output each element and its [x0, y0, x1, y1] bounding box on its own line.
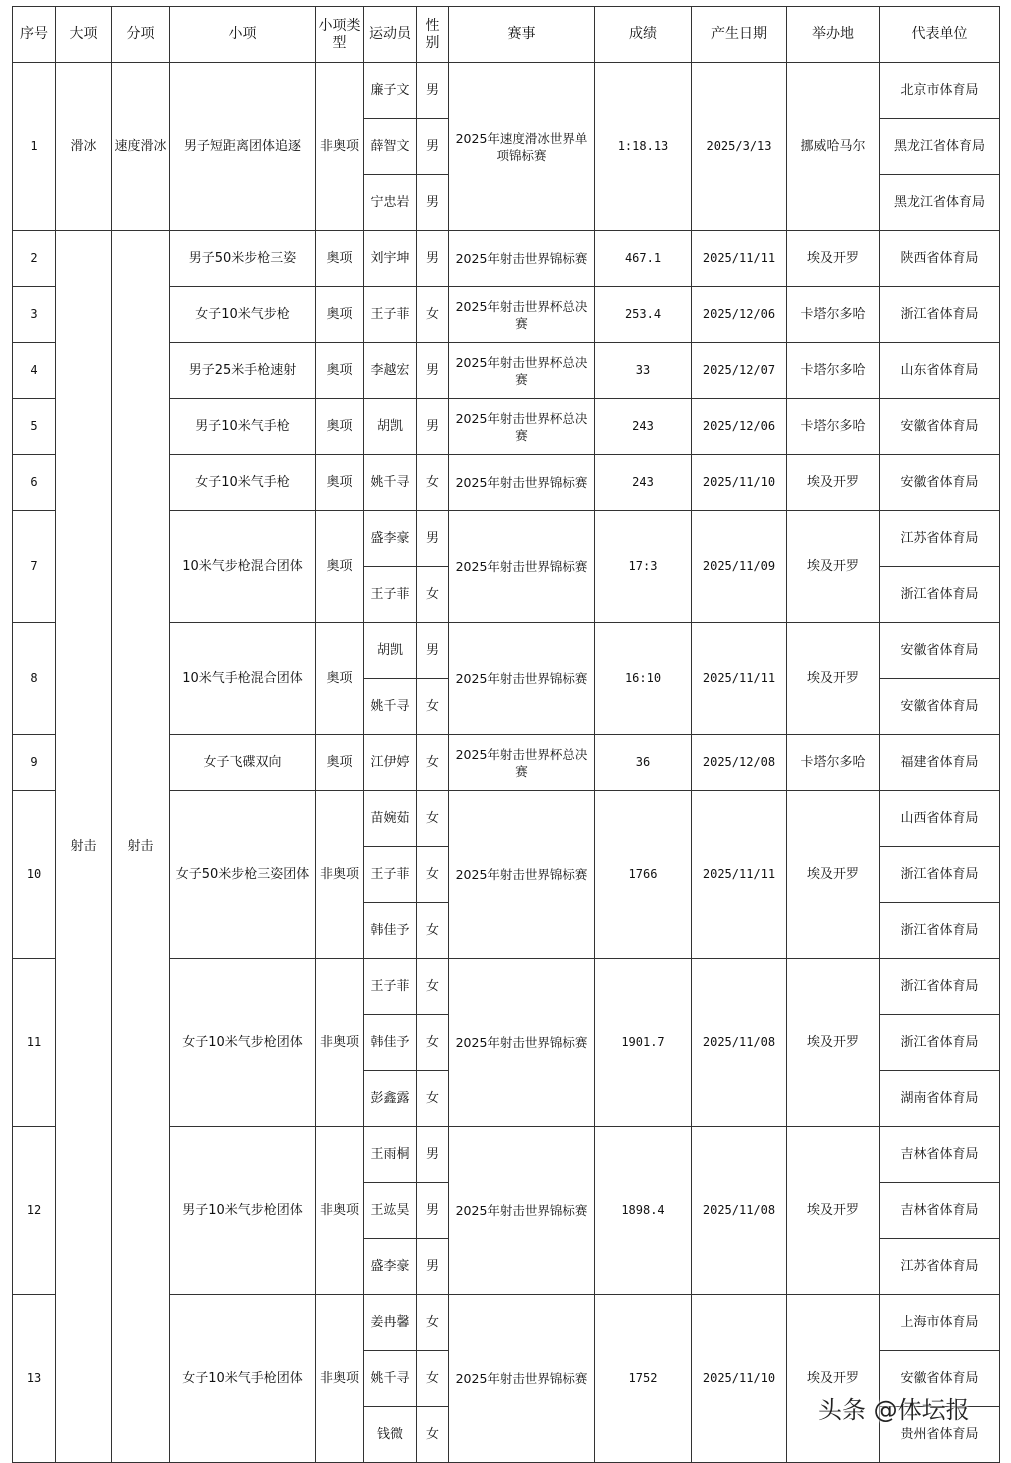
cell-athlete: 彭鑫露	[364, 1071, 417, 1127]
cell-result: 243	[595, 399, 692, 455]
cell-no: 8	[13, 623, 56, 735]
cell-no: 10	[13, 791, 56, 959]
cell-gender: 女	[417, 959, 449, 1015]
cell-competition: 2025年速度滑冰世界单项锦标赛	[449, 63, 595, 231]
cell-gender: 女	[417, 287, 449, 343]
header-venue: 举办地	[787, 7, 880, 63]
cell-unit: 陕西省体育局	[880, 231, 1000, 287]
cell-date: 2025/12/07	[692, 343, 787, 399]
cell-result: 1752	[595, 1295, 692, 1463]
cell-major: 滑冰	[56, 63, 112, 231]
cell-athlete: 江伊婷	[364, 735, 417, 791]
cell-gender: 女	[417, 679, 449, 735]
cell-venue: 挪威哈马尔	[787, 63, 880, 231]
cell-result: 467.1	[595, 231, 692, 287]
cell-gender: 男	[417, 63, 449, 119]
cell-event: 女子10米气手枪团体	[170, 1295, 316, 1463]
cell-result: 1:18.13	[595, 63, 692, 231]
cell-date: 2025/12/06	[692, 399, 787, 455]
cell-competition: 2025年射击世界锦标赛	[449, 231, 595, 287]
header-date: 产生日期	[692, 7, 787, 63]
cell-type: 奥项	[316, 343, 364, 399]
cell-unit: 山东省体育局	[880, 343, 1000, 399]
cell-event: 女子10米气步枪团体	[170, 959, 316, 1127]
header-event: 小项	[170, 7, 316, 63]
cell-type: 非奥项	[316, 1127, 364, 1295]
cell-competition: 2025年射击世界锦标赛	[449, 791, 595, 959]
cell-unit: 浙江省体育局	[880, 959, 1000, 1015]
cell-result: 243	[595, 455, 692, 511]
cell-event: 男子50米步枪三姿	[170, 231, 316, 287]
cell-result: 1901.7	[595, 959, 692, 1127]
cell-unit: 安徽省体育局	[880, 399, 1000, 455]
header-sub: 分项	[112, 7, 170, 63]
cell-date: 2025/11/08	[692, 1127, 787, 1295]
cell-venue: 卡塔尔多哈	[787, 343, 880, 399]
cell-date: 2025/11/09	[692, 511, 787, 623]
cell-venue: 埃及开罗	[787, 791, 880, 959]
cell-gender: 男	[417, 1127, 449, 1183]
cell-athlete: 李越宏	[364, 343, 417, 399]
cell-unit: 安徽省体育局	[880, 455, 1000, 511]
cell-competition: 2025年射击世界锦标赛	[449, 511, 595, 623]
cell-date: 2025/11/10	[692, 1295, 787, 1463]
cell-event: 10米气手枪混合团体	[170, 623, 316, 735]
cell-unit: 福建省体育局	[880, 735, 1000, 791]
cell-result: 253.4	[595, 287, 692, 343]
cell-athlete: 姚千寻	[364, 455, 417, 511]
cell-no: 5	[13, 399, 56, 455]
cell-athlete: 宁忠岩	[364, 175, 417, 231]
cell-gender: 女	[417, 1015, 449, 1071]
cell-venue: 埃及开罗	[787, 623, 880, 735]
cell-athlete: 姚千寻	[364, 679, 417, 735]
cell-athlete: 胡凯	[364, 399, 417, 455]
cell-sub: 射击	[112, 231, 170, 1463]
cell-athlete: 王子菲	[364, 847, 417, 903]
cell-athlete: 盛李豪	[364, 511, 417, 567]
cell-venue: 埃及开罗	[787, 1295, 880, 1463]
cell-type: 奥项	[316, 287, 364, 343]
cell-gender: 男	[417, 119, 449, 175]
cell-gender: 女	[417, 791, 449, 847]
cell-result: 17:3	[595, 511, 692, 623]
cell-type: 非奥项	[316, 959, 364, 1127]
cell-date: 2025/3/13	[692, 63, 787, 231]
watermark: 头条 @体坛报	[818, 1396, 970, 1424]
cell-gender: 女	[417, 1295, 449, 1351]
cell-no: 9	[13, 735, 56, 791]
cell-type: 非奥项	[316, 791, 364, 959]
cell-gender: 男	[417, 511, 449, 567]
cell-date: 2025/11/11	[692, 791, 787, 959]
cell-venue: 卡塔尔多哈	[787, 735, 880, 791]
cell-venue: 卡塔尔多哈	[787, 287, 880, 343]
cell-athlete: 韩佳予	[364, 1015, 417, 1071]
cell-venue: 埃及开罗	[787, 959, 880, 1127]
cell-event: 男子10米气手枪	[170, 399, 316, 455]
table-header-row	[13, 7, 1000, 63]
cell-unit: 黑龙江省体育局	[880, 175, 1000, 231]
header-competition: 赛事	[449, 7, 595, 63]
cell-athlete: 姚千寻	[364, 1351, 417, 1407]
cell-unit: 浙江省体育局	[880, 287, 1000, 343]
header-result: 成绩	[595, 7, 692, 63]
cell-gender: 女	[417, 1351, 449, 1407]
cell-gender: 男	[417, 231, 449, 287]
cell-no: 2	[13, 231, 56, 287]
cell-no: 6	[13, 455, 56, 511]
cell-event: 男子短距离团体追逐	[170, 63, 316, 231]
cell-date: 2025/11/08	[692, 959, 787, 1127]
cell-type: 奥项	[316, 623, 364, 735]
cell-competition: 2025年射击世界杯总决赛	[449, 343, 595, 399]
cell-type: 奥项	[316, 455, 364, 511]
cell-competition: 2025年射击世界锦标赛	[449, 1127, 595, 1295]
cell-gender: 女	[417, 1407, 449, 1463]
cell-unit: 江苏省体育局	[880, 511, 1000, 567]
cell-result: 1898.4	[595, 1127, 692, 1295]
cell-gender: 男	[417, 623, 449, 679]
cell-athlete: 盛李豪	[364, 1239, 417, 1295]
cell-unit: 吉林省体育局	[880, 1127, 1000, 1183]
cell-unit: 江苏省体育局	[880, 1239, 1000, 1295]
cell-unit: 北京市体育局	[880, 63, 1000, 119]
cell-competition: 2025年射击世界锦标赛	[449, 623, 595, 735]
cell-date: 2025/12/08	[692, 735, 787, 791]
cell-gender: 女	[417, 735, 449, 791]
cell-no: 13	[13, 1295, 56, 1463]
cell-competition: 2025年射击世界杯总决赛	[449, 735, 595, 791]
header-unit: 代表单位	[880, 7, 1000, 63]
cell-athlete: 王子菲	[364, 959, 417, 1015]
cell-unit: 吉林省体育局	[880, 1183, 1000, 1239]
cell-unit: 浙江省体育局	[880, 847, 1000, 903]
cell-athlete: 苗婉茹	[364, 791, 417, 847]
cell-venue: 埃及开罗	[787, 455, 880, 511]
records-table	[12, 6, 1000, 1463]
cell-athlete: 胡凯	[364, 623, 417, 679]
header-type: 小项类型	[316, 7, 364, 63]
cell-athlete: 韩佳予	[364, 903, 417, 959]
cell-unit: 黑龙江省体育局	[880, 119, 1000, 175]
header-no: 序号	[13, 7, 56, 63]
cell-no: 1	[13, 63, 56, 231]
cell-no: 4	[13, 343, 56, 399]
cell-venue: 埃及开罗	[787, 511, 880, 623]
cell-unit: 安徽省体育局	[880, 679, 1000, 735]
cell-no: 7	[13, 511, 56, 623]
cell-result: 16:10	[595, 623, 692, 735]
header-gender: 性别	[417, 7, 449, 63]
cell-type: 非奥项	[316, 1295, 364, 1463]
cell-date: 2025/12/06	[692, 287, 787, 343]
cell-unit: 山西省体育局	[880, 791, 1000, 847]
table-row	[13, 231, 1000, 287]
cell-unit: 浙江省体育局	[880, 1015, 1000, 1071]
cell-unit: 安徽省体育局	[880, 623, 1000, 679]
cell-competition: 2025年射击世界锦标赛	[449, 1295, 595, 1463]
cell-no: 11	[13, 959, 56, 1127]
cell-event: 10米气步枪混合团体	[170, 511, 316, 623]
cell-result: 36	[595, 735, 692, 791]
cell-gender: 女	[417, 1071, 449, 1127]
cell-date: 2025/11/11	[692, 231, 787, 287]
cell-no: 12	[13, 1127, 56, 1295]
cell-sub: 速度滑冰	[112, 63, 170, 231]
cell-gender: 女	[417, 847, 449, 903]
cell-gender: 男	[417, 1239, 449, 1295]
cell-event: 女子10米气手枪	[170, 455, 316, 511]
cell-unit: 上海市体育局	[880, 1295, 1000, 1351]
cell-type: 奥项	[316, 399, 364, 455]
cell-gender: 男	[417, 175, 449, 231]
cell-gender: 女	[417, 567, 449, 623]
cell-type: 奥项	[316, 231, 364, 287]
cell-athlete: 王子菲	[364, 287, 417, 343]
cell-venue: 卡塔尔多哈	[787, 399, 880, 455]
cell-athlete: 刘宇坤	[364, 231, 417, 287]
header-athlete: 运动员	[364, 7, 417, 63]
cell-venue: 埃及开罗	[787, 1127, 880, 1295]
cell-athlete: 廉子文	[364, 63, 417, 119]
cell-athlete: 王雨桐	[364, 1127, 417, 1183]
cell-gender: 女	[417, 903, 449, 959]
cell-athlete: 薛智文	[364, 119, 417, 175]
cell-result: 1766	[595, 791, 692, 959]
cell-competition: 2025年射击世界锦标赛	[449, 455, 595, 511]
cell-athlete: 王竑昊	[364, 1183, 417, 1239]
cell-gender: 女	[417, 455, 449, 511]
cell-venue: 埃及开罗	[787, 231, 880, 287]
cell-type: 奥项	[316, 735, 364, 791]
cell-gender: 男	[417, 343, 449, 399]
cell-event: 男子25米手枪速射	[170, 343, 316, 399]
cell-event: 女子飞碟双向	[170, 735, 316, 791]
cell-result: 33	[595, 343, 692, 399]
cell-unit: 浙江省体育局	[880, 567, 1000, 623]
cell-date: 2025/11/11	[692, 623, 787, 735]
cell-major: 射击	[56, 231, 112, 1463]
cell-event: 男子10米气步枪团体	[170, 1127, 316, 1295]
cell-no: 3	[13, 287, 56, 343]
cell-athlete: 钱微	[364, 1407, 417, 1463]
cell-gender: 男	[417, 399, 449, 455]
cell-unit: 湖南省体育局	[880, 1071, 1000, 1127]
cell-gender: 男	[417, 1183, 449, 1239]
header-major: 大项	[56, 7, 112, 63]
cell-unit: 贵州省体育局	[880, 1407, 1000, 1463]
cell-athlete: 王子菲	[364, 567, 417, 623]
cell-event: 女子50米步枪三姿团体	[170, 791, 316, 959]
cell-competition: 2025年射击世界杯总决赛	[449, 399, 595, 455]
cell-athlete: 姜冉馨	[364, 1295, 417, 1351]
cell-unit: 浙江省体育局	[880, 903, 1000, 959]
cell-unit: 安徽省体育局	[880, 1351, 1000, 1407]
cell-type: 奥项	[316, 511, 364, 623]
cell-date: 2025/11/10	[692, 455, 787, 511]
cell-competition: 2025年射击世界杯总决赛	[449, 287, 595, 343]
records-sheet	[12, 6, 1000, 1463]
cell-event: 女子10米气步枪	[170, 287, 316, 343]
cell-competition: 2025年射击世界锦标赛	[449, 959, 595, 1127]
table-row	[13, 63, 1000, 119]
cell-type: 非奥项	[316, 63, 364, 231]
